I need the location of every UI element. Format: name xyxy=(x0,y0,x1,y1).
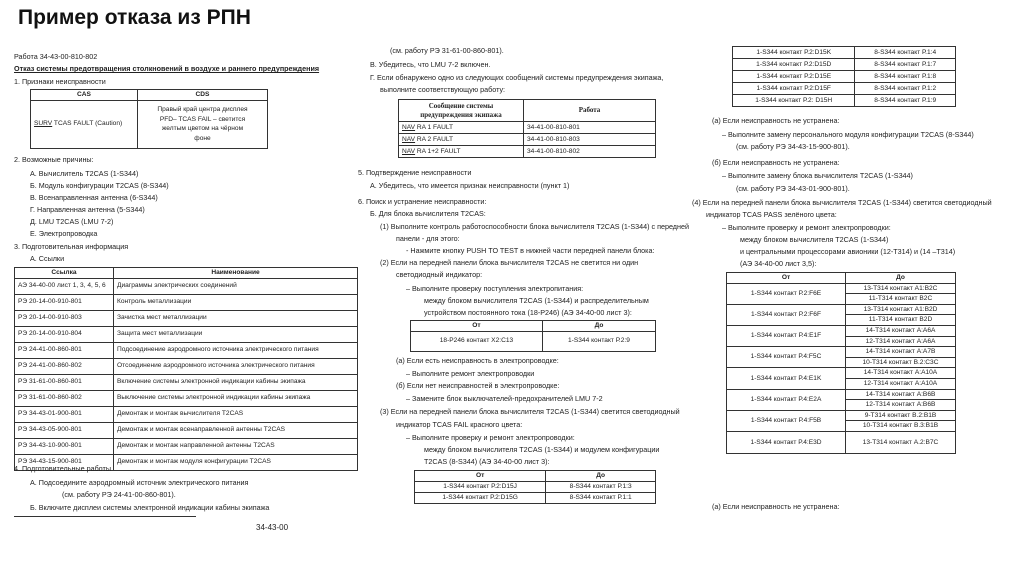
to-cell: 8-S344 контакт Р.1:4 xyxy=(855,47,956,59)
symptoms-table xyxy=(30,89,268,149)
to-cell: 11-T314 контакт B2D xyxy=(846,315,956,326)
from-header: От xyxy=(411,321,543,332)
to-cell: 8-S344 контакт Р.1:7 xyxy=(855,59,956,71)
text-line: (б) Если нет неисправностей в электропроводке: xyxy=(396,381,560,390)
text-line: между блоком вычислителя T2CAS (1-S344) и распределительным xyxy=(424,296,649,305)
power-check-table xyxy=(410,320,656,352)
to-cell: 8-S344 контакт Р.1:3 xyxy=(546,481,656,492)
section-1-heading: 1. Признаки неисправности xyxy=(14,77,106,86)
to-cell: 12-T314 контакт A:A6A xyxy=(846,336,956,347)
from-header: От xyxy=(415,471,546,482)
cds-line: Правый край центра дисплея xyxy=(157,105,248,113)
text-line: (см. работу РЭ 34-43-01-900-801). xyxy=(736,184,850,193)
text-line: (а) Если неисправность не устранена: xyxy=(712,502,840,511)
text-line: между блоком вычислителя T2CAS (1-S344) и модулем конфигурации xyxy=(424,445,660,454)
to-header: До xyxy=(542,321,655,332)
section-5-heading: 5. Подтверждение неисправности xyxy=(358,168,472,177)
to-cell: 14-T314 контакт A:A6A xyxy=(846,325,956,336)
text-line: (см. работу РЭ 34-43-15-900-801). xyxy=(736,142,850,151)
from-cell: 1-S344 контакт Р.4:E1K xyxy=(727,368,846,389)
to-cell: 8-S344 контакт Р.1:1 xyxy=(546,492,656,503)
cause-item: В. Всенаправленная антенна (6-S344) xyxy=(30,193,158,202)
ref-name: Подсоединение аэродромного источника электрического питания xyxy=(114,342,358,358)
text-line: (б) Если неисправность не устранена: xyxy=(712,158,840,167)
ref-name: Демонтаж и монтаж направленной антенны T2CAS xyxy=(114,438,358,454)
wiring-table-1 xyxy=(414,470,656,504)
from-cell: 1-S344 контакт Р.2:D15E xyxy=(733,71,855,83)
msg-text: RA 1 FAULT xyxy=(415,123,454,131)
cas-message xyxy=(31,100,138,148)
ref-name: Демонтаж и монтаж всенаправленной антенны T2CAS xyxy=(114,422,358,438)
crew-messages-table xyxy=(398,99,656,158)
text-line: – Выполните проверку и ремонт электропроводки: xyxy=(722,223,891,232)
msg-work: 34-41-00-810-803 xyxy=(524,134,656,146)
cause-item: Г. Направленная антенна (5-S344) xyxy=(30,205,145,214)
cas-prefix: SURV xyxy=(34,120,53,128)
ref-code: РЭ 34-43-05-900-801 xyxy=(15,422,114,438)
wiring-table-1-continued xyxy=(732,46,956,107)
ref-code: РЭ 24-41-00-860-802 xyxy=(15,358,114,374)
cas-header: CAS xyxy=(31,90,138,101)
text-line: (а) Если есть неисправность в электропроводке: xyxy=(396,356,559,365)
to-cell: 9-T314 контакт B.2:B1B xyxy=(846,410,956,421)
ref-code: РЭ 20-14-00-910-804 xyxy=(15,326,114,342)
page-title: Пример отказа из РПН xyxy=(18,6,251,29)
ref-name: Диаграммы электрических соединений xyxy=(114,278,358,294)
references-table xyxy=(14,267,358,471)
section-4-heading: 4. Подготовительные работы xyxy=(14,464,111,473)
to-cell: 10-T314 контакт B.2:C3C xyxy=(846,357,956,368)
text-line: (см. работу РЭ 31-61-00-860-801). xyxy=(390,46,504,55)
text-line: (а) Если неисправность не устранена: xyxy=(712,116,840,125)
failure-title: Отказ системы предотвращения столкновений в воздухе и раннего предупреждения xyxy=(14,64,320,73)
text-line: и центральными процессорами авионики (12-T314) и (14 –T314) xyxy=(740,247,956,256)
text-line: (2) Если на передней панели блока вычислителя T2CAS не светится ни один xyxy=(380,258,639,267)
footer-code: 34-43-00 xyxy=(256,523,289,532)
cause-item: Б. Модуль конфигурации T2CAS (8-S344) xyxy=(30,181,169,190)
from-cell: 1-S344 контакт Р.2:F6E xyxy=(727,283,846,304)
msg-text: RA 1+2 FAULT xyxy=(415,147,461,155)
msg-col-header: Сообщение системы предупреждения экипажа xyxy=(399,100,524,122)
text-line: T2CAS (8-S344) (АЭ 34-40-00 лист 3): xyxy=(424,457,550,466)
from-cell: 18-Р246 контакт X2:C13 xyxy=(411,331,543,351)
ref-col-header: Наименование xyxy=(114,268,358,279)
from-cell: 1-S344 контакт Р.2:D15D xyxy=(733,59,855,71)
ref-code: АЭ 34-40-00 лист 1, 3, 4, 5, 6 xyxy=(15,278,114,294)
from-cell: 1-S344 контакт Р.2:D15G xyxy=(415,492,546,503)
msg-work: 34-41-00-810-801 xyxy=(524,122,656,134)
ref-col-header: Ссылка xyxy=(15,268,114,279)
to-cell: 11-T314 контакт B2C xyxy=(846,294,956,305)
prep-step-ref: (см. работу РЭ 24-41-00-860-801). xyxy=(62,490,176,499)
text-line: (АЭ 34-40-00 лист 3,5): xyxy=(740,259,817,268)
cause-item: А. Вычислитель T2CAS (1-S344) xyxy=(30,169,139,178)
to-cell: 1-S344 контакт Р.2:9 xyxy=(542,331,655,351)
ref-name: Защита мест металлизации xyxy=(114,326,358,342)
cds-line: желтым цветом на чёрном xyxy=(161,125,244,133)
from-cell: 1-S344 контакт Р.4:E1F xyxy=(727,325,846,346)
to-cell: 12-T314 контакт A:B6B xyxy=(846,400,956,411)
to-header: До xyxy=(546,471,656,482)
ref-name: Отсоединение аэродромного источника электрического питания xyxy=(114,358,358,374)
from-cell: 1-S344 контакт Р.4:E3D xyxy=(727,431,846,453)
text-line: – Выполните ремонт электропроводки xyxy=(406,369,535,378)
ref-name: Выключение системы электронной индикации кабины экипажа xyxy=(114,390,358,406)
footer-rule xyxy=(14,516,196,517)
ref-name: Демонтаж и монтаж модуля конфигурации T2CAS xyxy=(114,454,358,470)
ref-name: Зачистка мест металлизации xyxy=(114,310,358,326)
nav-prefix: NAV xyxy=(402,135,416,143)
to-cell: 12-T314 контакт A:A10A xyxy=(846,378,956,389)
cas-text: TCAS FAULT (Caution) xyxy=(52,120,123,128)
work-header: Работа 34-43-00-810-802 xyxy=(14,52,98,61)
ref-code: РЭ 20-14-00-910-801 xyxy=(15,294,114,310)
to-cell: 13-T314 контакт A1:B2C xyxy=(846,283,956,294)
text-line: – Выполните замену блока вычислителя T2CAS (1-S344) xyxy=(722,171,913,180)
cds-header: CDS xyxy=(138,90,268,101)
to-cell: 13-T314 контакт A.2:B7C xyxy=(846,431,956,453)
references-heading: А. Ссылки xyxy=(30,254,65,263)
to-cell: 8-S344 контакт Р.1:8 xyxy=(855,71,956,83)
text-line: В. Убедитесь, что LMU 7-2 включен. xyxy=(370,60,491,69)
to-cell: 14-T314 контакт A:A7B xyxy=(846,347,956,358)
text-line: – Выполните замену персонального модуля конфигурации T2CAS (8-S344) xyxy=(722,130,974,139)
nav-prefix: NAV xyxy=(402,123,416,131)
text-line: светодиодный индикатор: xyxy=(396,270,483,279)
text-line: (4) Если на передней панели блока вычислителя T2CAS (1-S344) светится светодиодный xyxy=(692,198,992,207)
cause-item: Е. Электропроводка xyxy=(30,229,98,238)
from-cell: 1-S344 контакт Р.2:D15F xyxy=(733,83,855,95)
msg-text: RA 2 FAULT xyxy=(415,135,454,143)
cause-item: Д. LMU T2CAS (LMU 7-2) xyxy=(30,217,114,226)
ref-code: РЭ 31-61-00-860-802 xyxy=(15,390,114,406)
ref-name: Включение системы электронной индикации кабины экипажа xyxy=(114,374,358,390)
ref-code: РЭ 34-43-10-900-801 xyxy=(15,438,114,454)
from-cell: 1-S344 контакт Р.2:D15J xyxy=(415,481,546,492)
from-cell: 1-S344 контакт Р.2:D15K xyxy=(733,47,855,59)
msg-cell xyxy=(399,122,524,134)
text-line: – Замените блок выключателей-предохранителей LMU 7-2 xyxy=(406,394,603,403)
from-cell: 1-S344 контакт Р.2:F6F xyxy=(727,304,846,325)
text-line: (1) Выполните контроль работоспособности блока вычислителя T2CAS (1-S344) с передней xyxy=(380,222,689,231)
text-line: Б. Для блока вычислителя T2CAS: xyxy=(370,209,486,218)
to-cell: 10-T314 контакт B.3:B1B xyxy=(846,421,956,432)
text-line: между блоком вычислителя T2CAS (1-S344) xyxy=(740,235,889,244)
text-line: устройством постоянного тока (18-Р246) (АЭ 34-40-00 лист 3): xyxy=(424,308,632,317)
msg-work: 34-41-00-810-802 xyxy=(524,146,656,158)
from-cell: 1-S344 контакт Р.4:F5C xyxy=(727,347,846,368)
text-line: – Выполните проверку поступления электропитания: xyxy=(406,284,584,293)
msg-cell xyxy=(399,146,524,158)
msg-col-header: Работа xyxy=(524,100,656,122)
cds-message xyxy=(138,100,268,148)
from-cell: 1-S344 контакт Р.2: D15H xyxy=(733,95,855,107)
to-cell: 13-T314 контакт A1:B2D xyxy=(846,304,956,315)
from-header: От xyxy=(727,273,846,284)
to-cell: 14-T314 контакт A:A10A xyxy=(846,368,956,379)
section-2-heading: 2. Возможные причины: xyxy=(14,155,94,164)
text-line: индикатор TCAS FAIL красного цвета: xyxy=(396,420,523,429)
ref-code: РЭ 20-14-00-910-803 xyxy=(15,310,114,326)
text-line: панели - для этого: xyxy=(396,234,460,243)
text-line: - Нажмите кнопку PUSH TO TEST в нижней части передней панели блока: xyxy=(406,246,655,255)
text-line: (3) Если на передней панели блока вычислителя T2CAS (1-S344) светится светодиодный xyxy=(380,407,680,416)
ref-code: РЭ 31-61-00-860-801 xyxy=(15,374,114,390)
ref-name: Контроль металлизации xyxy=(114,294,358,310)
section-3-heading: 3. Подготовительная информация xyxy=(14,242,129,251)
nav-prefix: NAV xyxy=(402,147,416,155)
text-line: – Выполните проверку и ремонт электропроводки: xyxy=(406,433,575,442)
text-line: индикатор TCAS PASS зелёного цвета: xyxy=(706,210,837,219)
ref-code: РЭ 34-43-01-900-801 xyxy=(15,406,114,422)
text-line: выполните соответствующую работу: xyxy=(380,85,506,94)
to-cell: 14-T314 контакт A:B6B xyxy=(846,389,956,400)
cds-line: фоне xyxy=(194,134,211,142)
wiring-table-2 xyxy=(726,272,956,454)
ref-code: РЭ 34-43-15-900-801 xyxy=(15,454,114,470)
ref-code: РЭ 24-41-00-860-801 xyxy=(15,342,114,358)
prep-step: Б. Включите дисплеи системы электронной индикации кабины экипажа xyxy=(30,503,270,512)
from-cell: 1-S344 контакт Р.4:F5B xyxy=(727,410,846,431)
msg-cell xyxy=(399,134,524,146)
ref-name: Демонтаж и монтаж вычислителя T2CAS xyxy=(114,406,358,422)
section-6-heading: 6. Поиск и устранение неисправности: xyxy=(358,197,487,206)
to-cell: 8-S344 контакт Р.1:9 xyxy=(855,95,956,107)
to-header: До xyxy=(846,273,956,284)
cds-line: PFD– TCAS FAIL – светится xyxy=(159,115,246,123)
to-cell: 8-S344 контакт Р.1:2 xyxy=(855,83,956,95)
prep-step: А. Подсоедините аэродромный источник электрического питания xyxy=(30,478,249,487)
text-line: Г. Если обнаружено одно из следующих сообщений системы предупреждения экипажа, xyxy=(370,73,664,82)
from-cell: 1-S344 контакт Р.4:E2A xyxy=(727,389,846,410)
text-line: А. Убедитесь, что имеется признак неисправности (пункт 1) xyxy=(370,181,570,190)
